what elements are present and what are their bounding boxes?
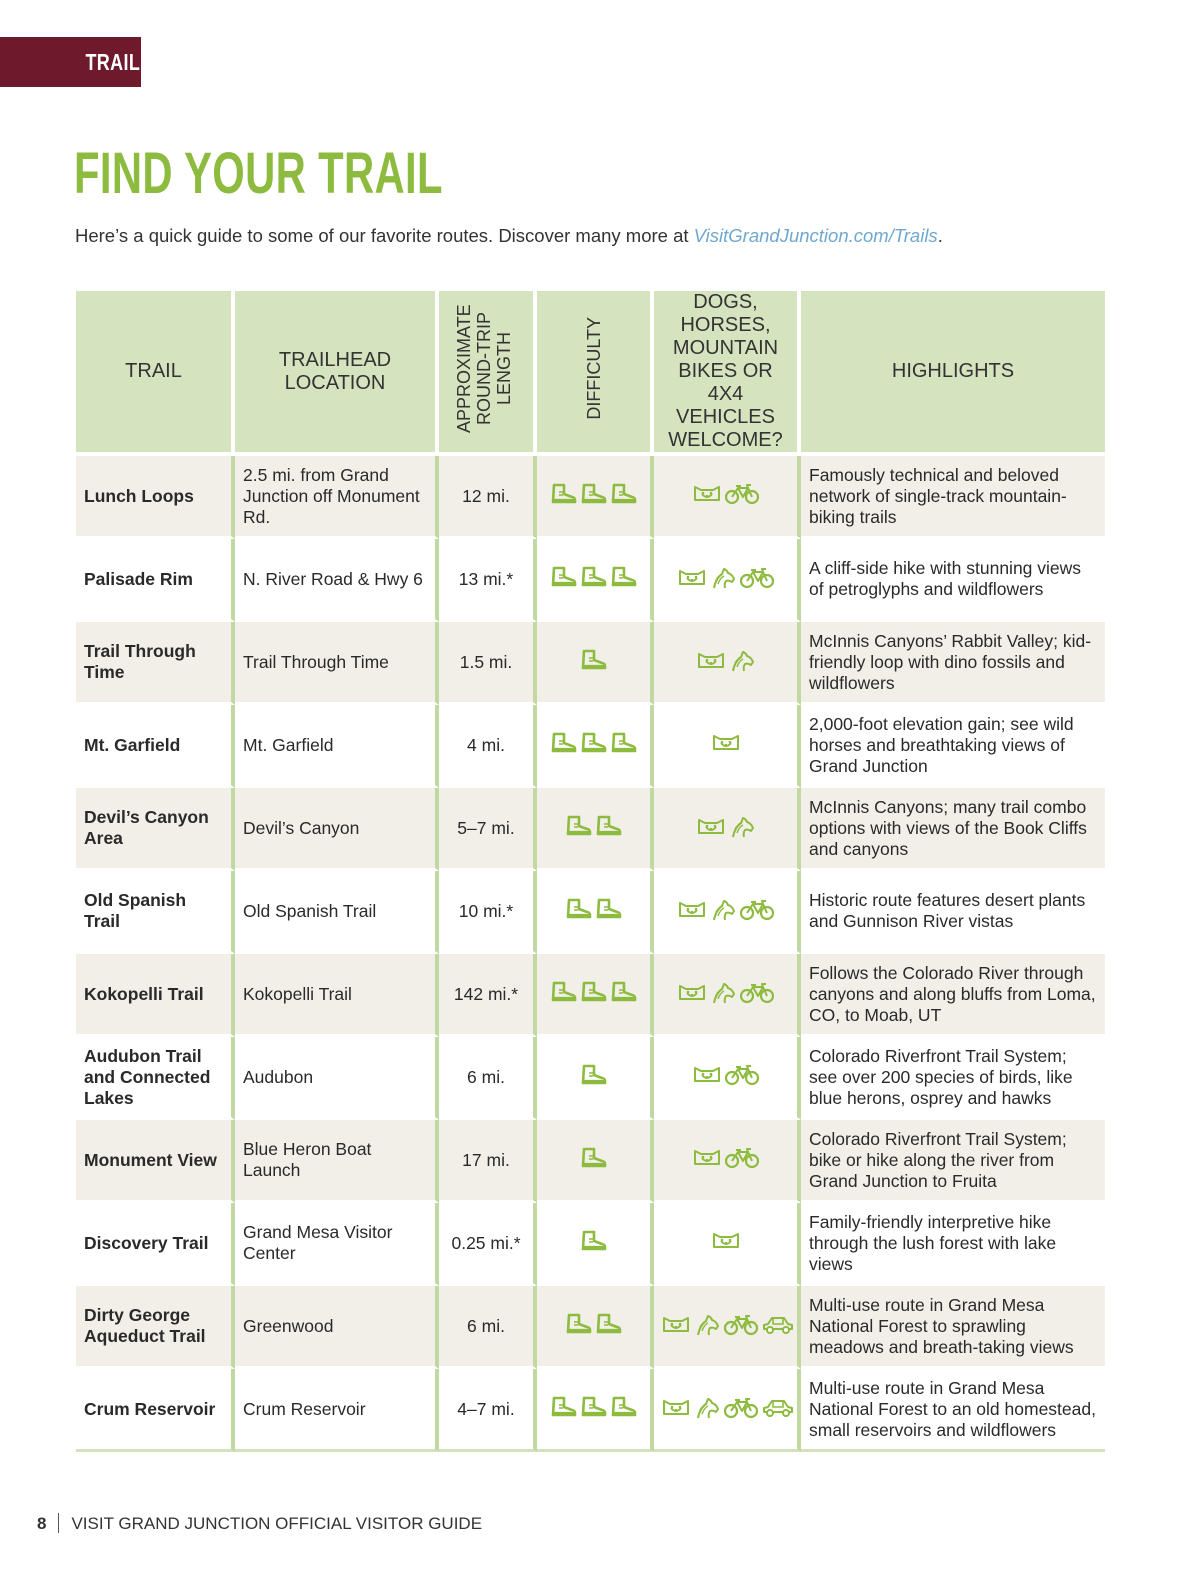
trailhead-location: 2.5 mi. from Grand Junction off Monument Rd. bbox=[235, 456, 439, 539]
section-tab-label: TRAILS bbox=[85, 49, 153, 75]
table-row bbox=[76, 954, 1105, 1037]
difficulty-rating bbox=[537, 1120, 654, 1203]
allowed-uses bbox=[654, 705, 801, 788]
difficulty-rating bbox=[537, 539, 654, 622]
difficulty-rating bbox=[537, 954, 654, 1037]
trailhead-location: Mt. Garfield bbox=[235, 705, 439, 788]
boot-icon bbox=[581, 981, 607, 1003]
trail-table bbox=[76, 291, 1105, 1452]
boot-icon bbox=[581, 1396, 607, 1418]
trail-name: Crum Reservoir bbox=[76, 1369, 235, 1452]
trail-length: 5–7 mi. bbox=[439, 788, 537, 871]
trailhead-location: Devil’s Canyon bbox=[235, 788, 439, 871]
boot-icon bbox=[581, 649, 607, 671]
dog-icon bbox=[712, 733, 740, 753]
dog-icon bbox=[678, 900, 706, 920]
intro-body: Here’s a quick guide to some of our favorite routes. Discover many more at bbox=[75, 225, 694, 246]
table-row bbox=[76, 456, 1105, 539]
boot-icon bbox=[581, 1064, 607, 1086]
boot-icon bbox=[611, 981, 637, 1003]
difficulty-rating bbox=[537, 1369, 654, 1452]
trail-length: 10 mi.* bbox=[439, 871, 537, 954]
trails-link[interactable]: VisitGrandJunction.com/Trails bbox=[693, 225, 938, 246]
difficulty-rating bbox=[537, 1203, 654, 1286]
dog-icon bbox=[697, 817, 725, 837]
header-difficulty bbox=[537, 291, 654, 456]
trail-highlights: 2,000-foot elevation gain; see wild horses and breathtaking views of Grand Junction bbox=[801, 705, 1105, 788]
boot-icon bbox=[551, 981, 577, 1003]
table-row bbox=[76, 1037, 1105, 1120]
header-highlights-label: HIGHLIGHTS bbox=[891, 360, 1015, 382]
trail-name: Discovery Trail bbox=[76, 1203, 235, 1286]
difficulty-rating bbox=[537, 456, 654, 539]
trail-length: 4–7 mi. bbox=[439, 1369, 537, 1452]
trail-length: 12 mi. bbox=[439, 456, 537, 539]
trail-table-body bbox=[76, 456, 1105, 1452]
trail-length: 6 mi. bbox=[439, 1286, 537, 1369]
difficulty-rating bbox=[537, 788, 654, 871]
trail-length: 142 mi.* bbox=[439, 954, 537, 1037]
trail-length: 4 mi. bbox=[439, 705, 537, 788]
horse-icon bbox=[710, 898, 736, 922]
header-location-label: TRAILHEAD LOCATION bbox=[278, 348, 392, 394]
allowed-uses bbox=[654, 954, 801, 1037]
trail-name: Palisade Rim bbox=[76, 539, 235, 622]
table-row bbox=[76, 788, 1105, 871]
boot-icon bbox=[551, 566, 577, 588]
trailhead-location: Blue Heron Boat Launch bbox=[235, 1120, 439, 1203]
header-trail bbox=[76, 291, 235, 456]
bike-icon bbox=[724, 1397, 758, 1419]
bike-icon bbox=[724, 1314, 758, 1336]
boot-icon bbox=[611, 483, 637, 505]
bike-icon bbox=[740, 567, 774, 589]
dog-icon bbox=[693, 484, 721, 504]
allowed-uses bbox=[654, 539, 801, 622]
intro-text bbox=[75, 225, 943, 247]
trailhead-location: Grand Mesa Visitor Center bbox=[235, 1203, 439, 1286]
footer-text: VISIT GRAND JUNCTION OFFICIAL VISITOR GUIDE bbox=[71, 1514, 483, 1533]
boot-icon bbox=[566, 815, 592, 837]
trailhead-location: Kokopelli Trail bbox=[235, 954, 439, 1037]
bike-icon bbox=[725, 1064, 759, 1086]
trailhead-location: Crum Reservoir bbox=[235, 1369, 439, 1452]
horse-icon bbox=[710, 981, 736, 1005]
horse-icon bbox=[710, 566, 736, 590]
allowed-uses bbox=[654, 788, 801, 871]
table-row bbox=[76, 1120, 1105, 1203]
table-header-row bbox=[76, 291, 1105, 456]
horse-icon bbox=[729, 649, 755, 673]
boot-icon bbox=[611, 1396, 637, 1418]
dog-icon bbox=[693, 1148, 721, 1168]
difficulty-rating bbox=[537, 1286, 654, 1369]
page-title bbox=[74, 140, 586, 207]
trail-name: Mt. Garfield bbox=[76, 705, 235, 788]
trail-highlights: Historic route features desert plants and Gunnison River vistas bbox=[801, 871, 1105, 954]
boot-icon bbox=[566, 1313, 592, 1335]
dog-icon bbox=[662, 1315, 690, 1335]
horse-icon bbox=[694, 1313, 720, 1337]
trailhead-location: Audubon bbox=[235, 1037, 439, 1120]
allowed-uses bbox=[654, 1037, 801, 1120]
bike-icon bbox=[725, 1147, 759, 1169]
trail-length: 17 mi. bbox=[439, 1120, 537, 1203]
trailhead-location: Greenwood bbox=[235, 1286, 439, 1369]
allowed-uses bbox=[654, 1369, 801, 1452]
boot-icon bbox=[581, 1230, 607, 1252]
trail-highlights: Family-friendly interpretive hike through the lush forest with lake views bbox=[801, 1203, 1105, 1286]
boot-icon bbox=[581, 566, 607, 588]
header-trail-label: TRAIL bbox=[125, 360, 182, 382]
dog-icon bbox=[697, 651, 725, 671]
page-number: 8 bbox=[37, 1514, 47, 1533]
header-highlights bbox=[801, 291, 1105, 456]
dog-icon bbox=[662, 1398, 690, 1418]
dog-icon bbox=[712, 1231, 740, 1251]
table-row bbox=[76, 705, 1105, 788]
trailhead-location: Trail Through Time bbox=[235, 622, 439, 705]
trail-length: 13 mi.* bbox=[439, 539, 537, 622]
boot-icon bbox=[551, 483, 577, 505]
trailhead-location: Old Spanish Trail bbox=[235, 871, 439, 954]
allowed-uses bbox=[654, 1120, 801, 1203]
horse-icon bbox=[729, 815, 755, 839]
trail-highlights: McInnis Canyons; many trail combo options with views of the Book Cliffs and canyons bbox=[801, 788, 1105, 871]
difficulty-rating bbox=[537, 871, 654, 954]
trail-name: Kokopelli Trail bbox=[76, 954, 235, 1037]
difficulty-rating bbox=[537, 705, 654, 788]
header-difficulty-label: DIFFICULTY bbox=[583, 317, 604, 420]
trail-name: Lunch Loops bbox=[76, 456, 235, 539]
boot-icon bbox=[596, 1313, 622, 1335]
dog-icon bbox=[678, 983, 706, 1003]
trail-highlights: Follows the Colorado River through canyons and along bluffs from Loma, CO, to Moab, UT bbox=[801, 954, 1105, 1037]
allowed-uses bbox=[654, 622, 801, 705]
boot-icon bbox=[611, 566, 637, 588]
boot-icon bbox=[581, 1147, 607, 1169]
header-allowed-label: DOGS, HORSES, MOUNTAIN BIKES OR 4X4 VEHICLES WELCOME? bbox=[668, 291, 783, 451]
trail-name: Dirty George Aqueduct Trail bbox=[76, 1286, 235, 1369]
trail-name: Devil’s Canyon Area bbox=[76, 788, 235, 871]
table-row bbox=[76, 871, 1105, 954]
trail-name: Monument View bbox=[76, 1120, 235, 1203]
allowed-uses bbox=[654, 456, 801, 539]
trail-length: 0.25 mi.* bbox=[439, 1203, 537, 1286]
boot-icon bbox=[596, 815, 622, 837]
trail-highlights: McInnis Canyons’ Rabbit Valley; kid-friendly loop with dino fossils and wildflowers bbox=[801, 622, 1105, 705]
boot-icon bbox=[581, 732, 607, 754]
table-row bbox=[76, 539, 1105, 622]
allowed-uses bbox=[654, 1286, 801, 1369]
trail-highlights: Colorado Riverfront Trail System; see over 200 species of birds, like blue herons, osprey and hawks bbox=[801, 1037, 1105, 1120]
page-title-text: FIND YOUR TRAIL bbox=[74, 141, 443, 206]
boot-icon bbox=[596, 898, 622, 920]
footer-divider bbox=[58, 1513, 59, 1533]
allowed-uses bbox=[654, 871, 801, 954]
boot-icon bbox=[581, 483, 607, 505]
table-row bbox=[76, 622, 1105, 705]
trail-length: 1.5 mi. bbox=[439, 622, 537, 705]
trail-name: Audubon Trail and Connected Lakes bbox=[76, 1037, 235, 1120]
boot-icon bbox=[611, 732, 637, 754]
header-length-label: APPROXIMATE ROUND-TRIP LENGTH bbox=[454, 304, 514, 433]
boot-icon bbox=[551, 732, 577, 754]
dog-icon bbox=[678, 568, 706, 588]
trail-highlights: Colorado Riverfront Trail System; bike or hike along the river from Grand Junction to Fruita bbox=[801, 1120, 1105, 1203]
boot-icon bbox=[566, 898, 592, 920]
header-length bbox=[439, 291, 537, 456]
bike-icon bbox=[740, 982, 774, 1004]
trailhead-location: N. River Road & Hwy 6 bbox=[235, 539, 439, 622]
table-row bbox=[76, 1369, 1105, 1452]
trail-highlights: A cliff-side hike with stunning views of petroglyphs and wildflowers bbox=[801, 539, 1105, 622]
car-icon bbox=[762, 1315, 794, 1335]
trail-highlights: Multi-use route in Grand Mesa National Forest to sprawling meadows and breath-taking views bbox=[801, 1286, 1105, 1369]
trail-length: 6 mi. bbox=[439, 1037, 537, 1120]
trail-highlights: Multi-use route in Grand Mesa National Forest to an old homestead, small reservoirs and wildflowers bbox=[801, 1369, 1105, 1452]
header-allowed bbox=[654, 291, 801, 456]
table-row bbox=[76, 1203, 1105, 1286]
table-row bbox=[76, 1286, 1105, 1369]
trail-name: Old Spanish Trail bbox=[76, 871, 235, 954]
difficulty-rating bbox=[537, 1037, 654, 1120]
trail-name: Trail Through Time bbox=[76, 622, 235, 705]
footer bbox=[37, 1513, 482, 1534]
section-tab bbox=[0, 37, 153, 87]
intro-end: . bbox=[937, 225, 943, 246]
allowed-uses bbox=[654, 1203, 801, 1286]
car-icon bbox=[762, 1398, 794, 1418]
bike-icon bbox=[725, 483, 759, 505]
dog-icon bbox=[693, 1065, 721, 1085]
trail-highlights: Famously technical and beloved network of single-track mountain-biking trails bbox=[801, 456, 1105, 539]
boot-icon bbox=[551, 1396, 577, 1418]
header-location bbox=[235, 291, 439, 456]
horse-icon bbox=[694, 1396, 720, 1420]
bike-icon bbox=[740, 899, 774, 921]
difficulty-rating bbox=[537, 622, 654, 705]
